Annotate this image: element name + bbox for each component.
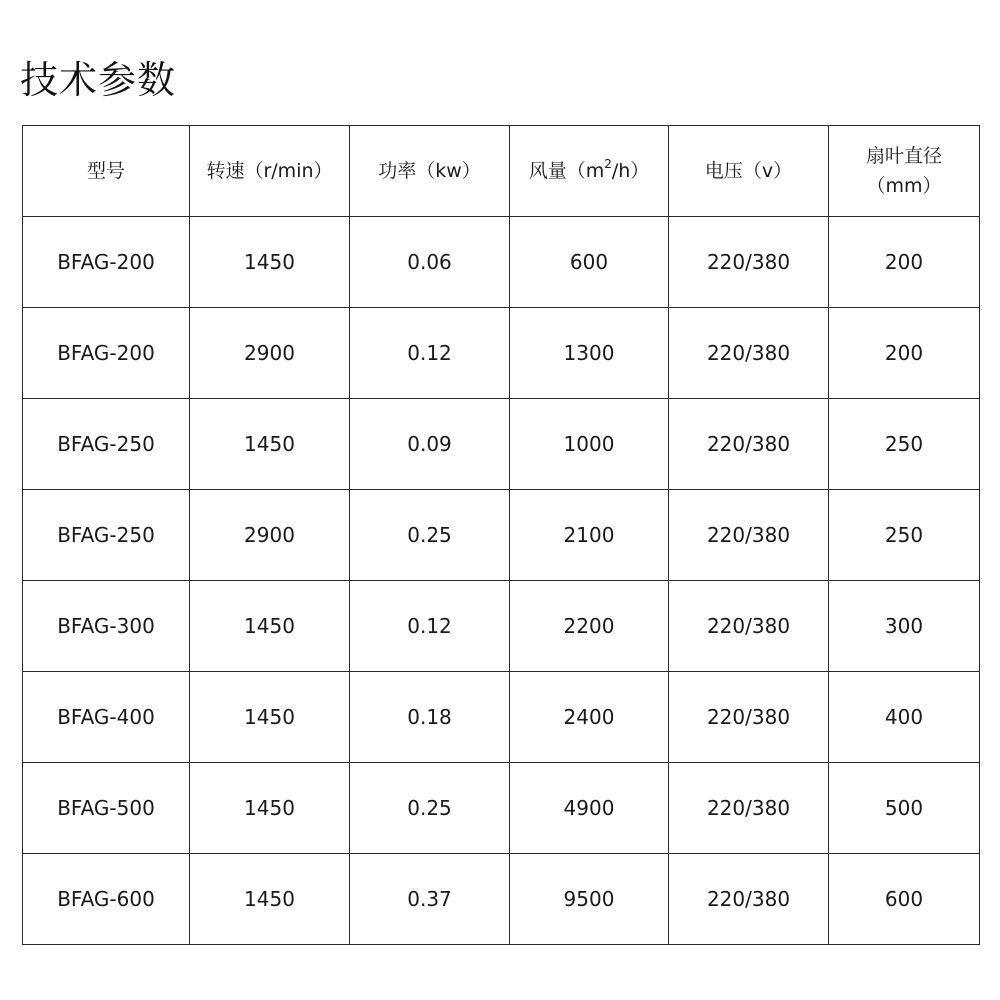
cell-diameter: 400: [829, 672, 980, 763]
cell-model: BFAG-600: [23, 854, 190, 945]
table-row: [23, 308, 980, 399]
cell-power: 0.12: [350, 308, 510, 399]
header-airflow-sup: 2: [604, 157, 612, 171]
cell-voltage: 220/380: [669, 217, 829, 308]
header-diameter: [829, 126, 980, 217]
cell-model: BFAG-500: [23, 763, 190, 854]
cell-speed: 1450: [190, 854, 350, 945]
cell-speed: 1450: [190, 217, 350, 308]
cell-airflow: 2200: [510, 581, 669, 672]
cell-airflow: 1300: [510, 308, 669, 399]
header-airflow-suffix: /h）: [611, 160, 650, 182]
header-speed: 转速（r/min）: [190, 126, 350, 217]
table-row: [23, 581, 980, 672]
cell-speed: 2900: [190, 308, 350, 399]
cell-airflow: 9500: [510, 854, 669, 945]
cell-diameter: 200: [829, 308, 980, 399]
cell-voltage: 220/380: [669, 763, 829, 854]
cell-model: BFAG-250: [23, 399, 190, 490]
cell-airflow: 2400: [510, 672, 669, 763]
table-row: [23, 490, 980, 581]
header-model: 型号: [23, 126, 190, 217]
cell-airflow: 1000: [510, 399, 669, 490]
header-airflow: [510, 126, 669, 217]
cell-power: 0.25: [350, 763, 510, 854]
cell-voltage: 220/380: [669, 854, 829, 945]
cell-voltage: 220/380: [669, 672, 829, 763]
cell-model: BFAG-300: [23, 581, 190, 672]
spec-table: [22, 125, 980, 945]
cell-diameter: 200: [829, 217, 980, 308]
cell-diameter: 250: [829, 399, 980, 490]
table-row: [23, 217, 980, 308]
cell-power: 0.37: [350, 854, 510, 945]
page-title: 技术参数: [20, 58, 177, 102]
header-voltage: 电压（v）: [669, 126, 829, 217]
cell-airflow: 600: [510, 217, 669, 308]
table-row: [23, 399, 980, 490]
cell-model: BFAG-200: [23, 308, 190, 399]
table-row: [23, 672, 980, 763]
cell-speed: 2900: [190, 490, 350, 581]
cell-diameter: 500: [829, 763, 980, 854]
cell-voltage: 220/380: [669, 399, 829, 490]
cell-voltage: 220/380: [669, 581, 829, 672]
cell-voltage: 220/380: [669, 490, 829, 581]
cell-speed: 1450: [190, 581, 350, 672]
cell-model: BFAG-250: [23, 490, 190, 581]
cell-model: BFAG-400: [23, 672, 190, 763]
cell-model: BFAG-200: [23, 217, 190, 308]
table-row: [23, 854, 980, 945]
header-diameter-line2: （mm）: [866, 175, 942, 197]
cell-power: 0.12: [350, 581, 510, 672]
cell-diameter: 300: [829, 581, 980, 672]
cell-power: 0.25: [350, 490, 510, 581]
cell-voltage: 220/380: [669, 308, 829, 399]
cell-diameter: 600: [829, 854, 980, 945]
table-header: [23, 126, 980, 217]
table-body: [23, 217, 980, 945]
table-row: [23, 763, 980, 854]
cell-airflow: 2100: [510, 490, 669, 581]
header-airflow-prefix: 风量（m: [528, 160, 605, 182]
cell-speed: 1450: [190, 763, 350, 854]
cell-power: 0.09: [350, 399, 510, 490]
cell-speed: 1450: [190, 399, 350, 490]
cell-diameter: 250: [829, 490, 980, 581]
header-diameter-line1: 扇叶直径: [865, 145, 942, 167]
cell-power: 0.06: [350, 217, 510, 308]
header-row: [23, 126, 980, 217]
cell-airflow: 4900: [510, 763, 669, 854]
cell-power: 0.18: [350, 672, 510, 763]
cell-speed: 1450: [190, 672, 350, 763]
header-power: 功率（kw）: [350, 126, 510, 217]
